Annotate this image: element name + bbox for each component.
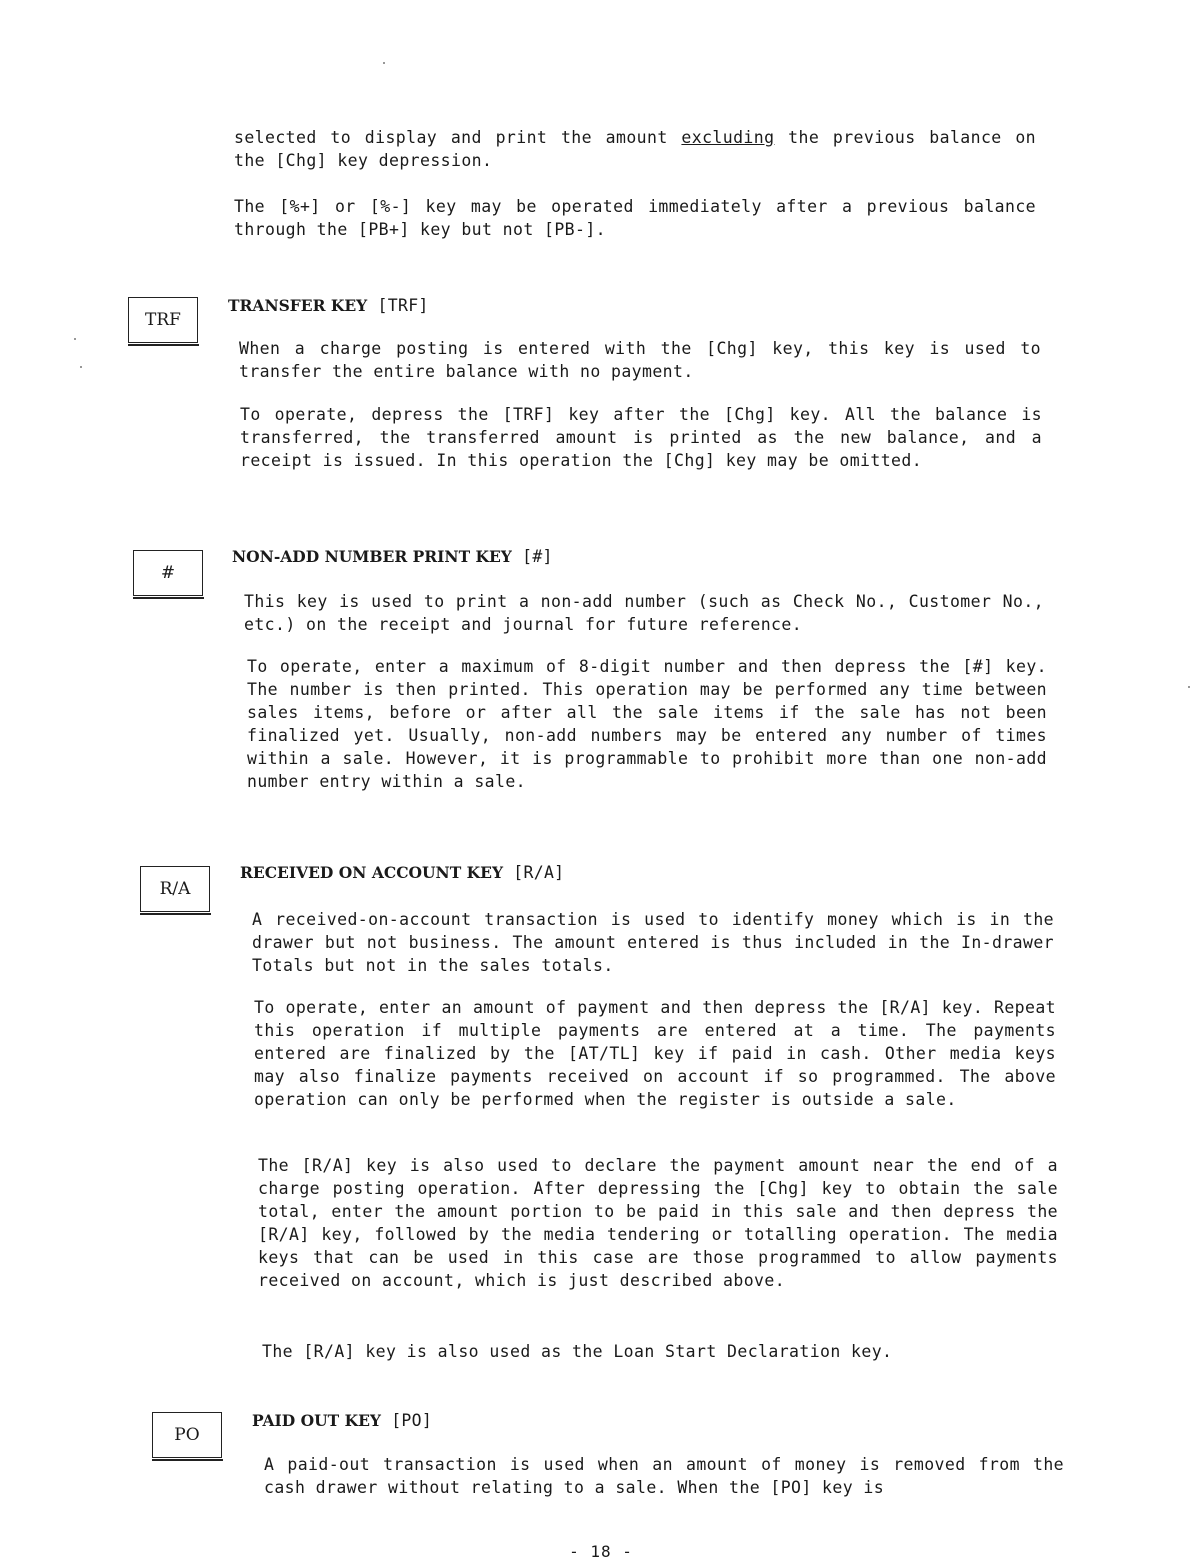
scan-speck bbox=[1188, 686, 1190, 688]
section-heading-non-add-number-print-key: NON-ADD NUMBER PRINT KEY [#] bbox=[232, 547, 553, 566]
key-icon-ra: R/A bbox=[140, 866, 210, 912]
intro-paragraph-1: selected to display and print the amount excluding the previous balance on the [Chg] key depression. bbox=[234, 128, 1037, 170]
page-number: - 18 - bbox=[569, 1542, 633, 1561]
intro-paragraph-2: The [%+] or [%-] key may be operated immediately after a previous balance through the [PB+] key but not [PB-]. bbox=[234, 197, 1036, 239]
non-add-paragraph-2: To operate, enter a maximum of 8-digit number and then depress the [#] key. The number is then printed. This operation may be performed any time between sales items, before or after all the sale items if the sale has not been finalized yet. Usually, non-add numbers may be entered any number of times within a sale. However, it is programmable to prohibit more than one non-add number entry within a sale. bbox=[247, 657, 1047, 791]
ra-paragraph-2: To operate, enter an amount of payment and then depress the [R/A] key. Repeat this operation if multiple payments are entered at a time. The payments entered are finalized by the [AT/TL] key if paid in cash. Other media keys may also finalize payments received on account if so programmed. The above operation can only be performed when the register is outside a sale. bbox=[254, 998, 1056, 1109]
key-icon-po: PO bbox=[152, 1412, 222, 1458]
emphasis-excluding: excluding bbox=[681, 128, 775, 147]
scan-speck bbox=[80, 366, 82, 368]
section-heading-transfer-key: TRANSFER KEY [TRF] bbox=[228, 296, 429, 315]
section-heading-received-on-account-key: RECEIVED ON ACCOUNT KEY [R/A] bbox=[240, 863, 565, 882]
ra-paragraph-4: The [R/A] key is also used as the Loan Start Declaration key. bbox=[262, 1342, 893, 1361]
transfer-paragraph-1: When a charge posting is entered with the [Chg] key, this key is used to transfer the entire balance with no payment. bbox=[239, 339, 1041, 381]
po-paragraph-1: A paid-out transaction is used when an amount of money is removed from the cash drawer without relating to a sale. When the [PO] key is bbox=[264, 1455, 1064, 1497]
scan-speck bbox=[74, 338, 76, 340]
section-heading-paid-out-key: PAID OUT KEY [PO] bbox=[252, 1411, 433, 1430]
ra-paragraph-1: A received-on-account transaction is used to identify money which is in the drawer but not business. The amount entered is thus included in the In-drawer Totals but not in the sales totals. bbox=[252, 910, 1054, 975]
scan-speck bbox=[383, 62, 385, 64]
transfer-paragraph-2: To operate, depress the [TRF] key after the [Chg] key. All the balance is transferred, the transferred amount is printed as the new balance, and a receipt is issued. In this operation the [Chg] key may be omitted. bbox=[240, 405, 1042, 470]
non-add-paragraph-1: This key is used to print a non-add number (such as Check No., Customer No., etc.) on the receipt and journal for future reference. bbox=[244, 592, 1044, 634]
key-icon-trf: TRF bbox=[128, 297, 198, 343]
key-icon-hash: # bbox=[133, 550, 203, 596]
ra-paragraph-3: The [R/A] key is also used to declare the payment amount near the end of a charge posting operation. After depressing the [Chg] key to obtain the sale total, enter the amount portion to be paid in this sale and then depress the [R/A] key, followed by the media tendering or totalling operation. The media keys that can be used in this case are those programmed to allow payments received on account, which is just described above. bbox=[258, 1156, 1058, 1290]
